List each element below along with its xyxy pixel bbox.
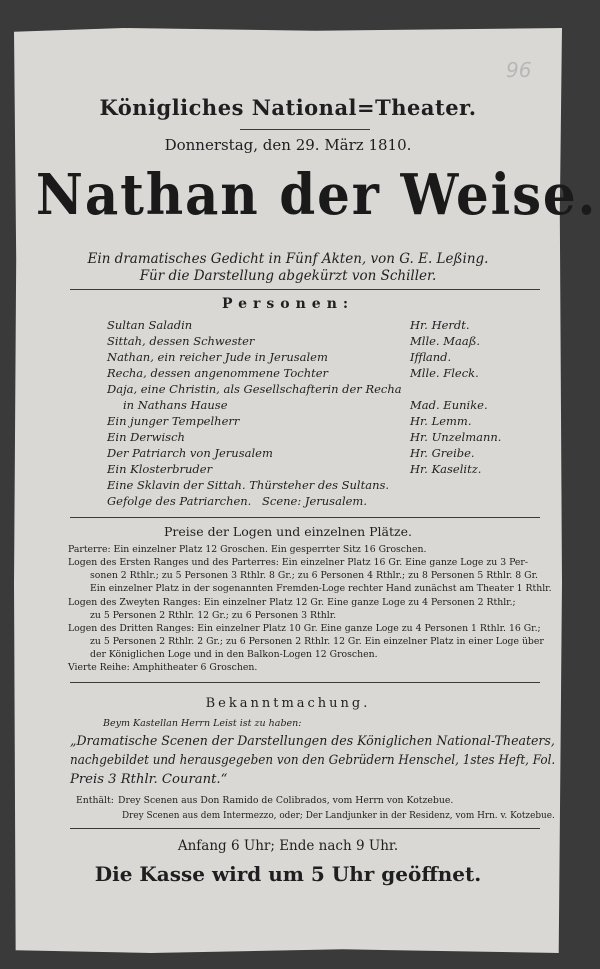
price-line: Logen des Zweyten Ranges: Ein einzelner Platz 12 Gr. Eine ganze Loge zu 4 Personen 2 Rthlr.; bbox=[68, 597, 516, 608]
divider bbox=[70, 828, 540, 829]
cast-role: Der Patriarch von Jerusalem bbox=[107, 446, 273, 460]
announcement-heading: Bekanntmachung. bbox=[205, 696, 371, 711]
contents-line: Drey Scenen aus Don Ramido de Colibrados, vom Herrn von Kotzebue. bbox=[118, 795, 454, 806]
announcement-quote-line: „Dramatische Scenen der Darstellungen des Königlichen National-Theaters, bbox=[70, 734, 555, 749]
cast-actor: Iffland. bbox=[410, 350, 452, 364]
announcement-quote-line: nachgebildet und herausgegeben von den Gebrüdern Henschel, 1stes Heft, Fol. bbox=[70, 753, 556, 768]
play-subtitle-1: Ein dramatisches Gedicht in Fünf Akten, von G. E. Leßing. bbox=[87, 251, 489, 267]
price-line: zu 5 Personen 2 Rthlr. 2 Gr.; zu 6 Personen 2 Rthlr. 12 Gr. Ein einzelner Platz in einer Loge über bbox=[90, 636, 544, 647]
contents-label: Enthält: bbox=[76, 795, 114, 806]
cast-role: Recha, dessen angenommene Tochter bbox=[107, 366, 329, 380]
performance-date: Donnerstag, den 29. März 1810. bbox=[164, 136, 412, 154]
cast-role: in Nathans Hause bbox=[123, 398, 228, 412]
price-line: Ein einzelner Platz in der sogenannten Fremden-Loge rechter Hand zunächst am Theater 1 Rthlr. bbox=[90, 583, 552, 594]
scene-location: Scene: Jerusalem. bbox=[262, 494, 367, 508]
cast-actor: Hr. Greibe. bbox=[410, 446, 475, 460]
cast-role: Ein Derwisch bbox=[107, 430, 185, 444]
play-subtitle-2: Für die Darstellung abgekürzt von Schiller. bbox=[139, 268, 437, 284]
price-line: Vierte Reihe: Amphitheater 6 Groschen. bbox=[68, 662, 258, 673]
cast-actor: Hr. Unzelmann. bbox=[410, 430, 502, 444]
price-line: zu 5 Personen 2 Rthlr. 12 Gr.; zu 6 Personen 3 Rthlr. bbox=[90, 610, 337, 621]
announcement-quote-line: Preis 3 Rthlr. Courant.“ bbox=[70, 772, 228, 787]
performance-times: Anfang 6 Uhr; Ende nach 9 Uhr. bbox=[177, 838, 399, 854]
announcement-intro: Beym Kastellan Herrn Leist ist zu haben: bbox=[103, 718, 302, 729]
cast-role: Sultan Saladin bbox=[107, 318, 193, 332]
cast-role: Sittah, dessen Schwester bbox=[107, 334, 255, 348]
cast-actor: Hr. Kaselitz. bbox=[410, 462, 482, 476]
cast-role: Ein Klosterbruder bbox=[107, 462, 213, 476]
cast-heading: Personen: bbox=[221, 296, 355, 312]
theater-name: Königliches National=Theater. bbox=[99, 95, 477, 120]
box-office-opening: Die Kasse wird um 5 Uhr geöffnet. bbox=[94, 862, 482, 886]
cast-role: Eine Sklavin der Sittah. Thürsteher des Sultans. bbox=[107, 478, 390, 492]
cast-actor: Mlle. Fleck. bbox=[410, 366, 479, 380]
divider bbox=[70, 517, 540, 518]
prices-heading: Preise der Logen und einzelnen Plätze. bbox=[164, 524, 412, 539]
cast-role: Ein junger Tempelherr bbox=[107, 414, 240, 428]
price-line: sonen 2 Rthlr.; zu 5 Personen 3 Rthlr. 8 Gr.; zu 6 Personen 4 Rthlr.; zu 8 Personen 5 Rthlr. 8 Gr. bbox=[90, 570, 538, 581]
cast-actor: Hr. Herdt. bbox=[410, 318, 470, 332]
cast-role: Nathan, ein reicher Jude in Jerusalem bbox=[107, 350, 328, 364]
price-line: Logen des Dritten Ranges: Ein einzelner Platz 10 Gr. Eine ganze Loge zu 4 Personen 1 Rthlr. 16 Gr.; bbox=[68, 623, 541, 634]
contents-line: Drey Scenen aus dem Intermezzo, oder; Der Landjunker in der Residenz, vom Hrn. v. Kotzebue. bbox=[122, 810, 555, 821]
cast-role: Gefolge des Patriarchen. bbox=[107, 494, 252, 508]
price-line: Logen des Ersten Ranges und des Parterres: Ein einzelner Platz 16 Gr. Eine ganze Loge zu 3 Per- bbox=[68, 557, 529, 568]
cast-actor: Mlle. Maaß. bbox=[410, 334, 481, 348]
title-rule bbox=[240, 129, 370, 130]
divider bbox=[70, 682, 540, 683]
price-line: Parterre: Ein einzelner Platz 12 Groschen. Ein gesperrter Sitz 16 Groschen. bbox=[68, 544, 427, 555]
divider bbox=[70, 289, 540, 290]
archive-number: 96 bbox=[506, 58, 532, 82]
cast-role: Daja, eine Christin, als Gesellschafterin der Recha bbox=[107, 382, 402, 396]
play-title: Nathan der Weise. bbox=[35, 162, 598, 228]
cast-actor: Hr. Lemm. bbox=[410, 414, 472, 428]
price-line: der Königlichen Loge und in den Balkon-Logen 12 Groschen. bbox=[90, 649, 378, 660]
cast-actor: Mad. Eunike. bbox=[410, 398, 488, 412]
